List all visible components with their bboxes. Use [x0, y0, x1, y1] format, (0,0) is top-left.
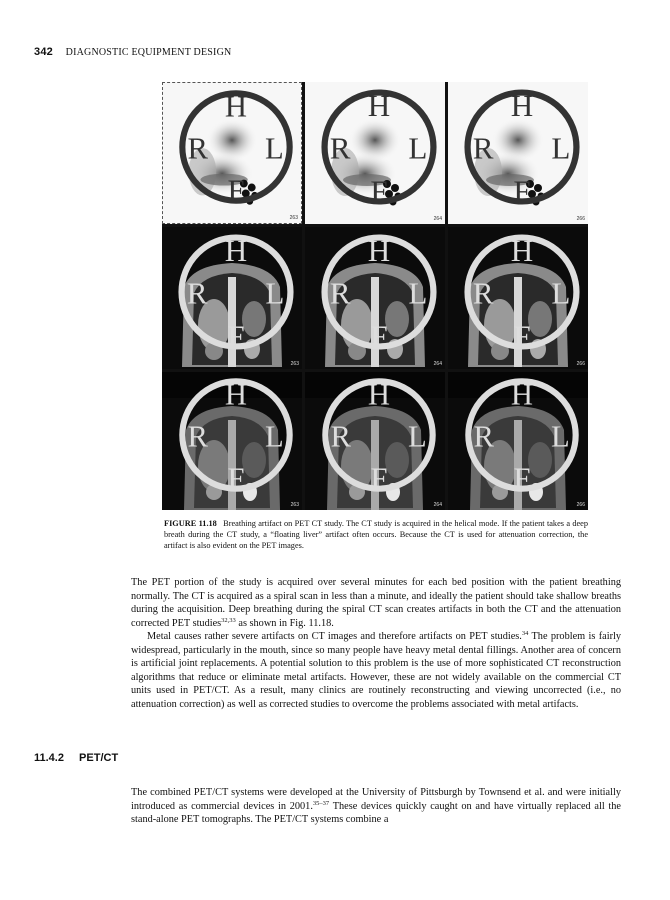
svg-text:R: R	[329, 130, 351, 166]
section-title: PET/CT	[79, 752, 119, 764]
pet-image-3	[448, 82, 588, 224]
svg-text:F: F	[370, 173, 388, 209]
svg-text:H: H	[367, 232, 391, 268]
svg-text:L: L	[407, 419, 427, 454]
svg-text:L: L	[550, 419, 570, 454]
svg-text:L: L	[408, 130, 428, 166]
orient-label-bottom: F	[227, 173, 245, 208]
svg-text:R: R	[186, 275, 208, 311]
slice-number: 263	[290, 361, 299, 367]
fused-image-2	[305, 372, 445, 510]
svg-text:L: L	[551, 275, 571, 311]
reference-superscript: 35–37	[312, 799, 330, 807]
orientation-cross-icon	[167, 82, 302, 217]
orient-label-right: L	[264, 131, 284, 166]
reference-superscript: 34	[521, 630, 529, 637]
svg-text:R: R	[472, 275, 494, 311]
svg-text:F: F	[227, 461, 245, 496]
paragraph-metal: Metal causes rather severe artifacts on CT images and therefore artifacts on PET studies.$^{34}$ The problem is fairly widespread, particularly in the mouth, since so many people have heavy metal dental fillings. Another area of concern is artificial joint replacements. A potential solution to this problem is the use of more sophisticated CT reconstruction algorithms that reduce or eliminate metal artifacts. However, these are not widely available on the commercial CT units used in PET/CT. As a result, many clinics are routinely reconstructing and viewing uncorrected (i.e., no attenuation correction) as well as corrected studies to overcome the problems associated with metal artifacts.	[131, 630, 622, 710]
running-head	[34, 46, 231, 58]
svg-text:L: L	[551, 130, 571, 166]
paragraph-petct: The combined PET/CT systems were developed at the University of Pittsburgh by Townsend et al. and were initially introduced as commercial devices in 2001.$^{35-37}$ These devices quickly caught on and have virtually replaced all the stand-alone PET tomographs. The PET/CT systems combine a	[131, 787, 621, 825]
ct-image-2	[305, 227, 445, 369]
svg-text:H: H	[224, 232, 248, 268]
page-number: 342	[34, 46, 53, 58]
slice-number: 264	[433, 502, 442, 508]
svg-text:F: F	[513, 173, 531, 209]
svg-text:L: L	[408, 275, 428, 311]
figure-label: FIGURE 11.18	[164, 519, 217, 528]
svg-text:H: H	[510, 232, 534, 268]
section-heading	[34, 752, 118, 764]
ct-image-1	[162, 227, 302, 369]
caption-text: Breathing artifact on PET CT study. The CT study is acquired in the helical mode. If the patient takes a deep breath during the CT study, a “floating liver” artifact often occurs. Because the CT is used for attenuation correction, the artifact is also evident on the PET images.	[164, 519, 588, 550]
svg-text:F: F	[513, 461, 531, 496]
svg-text:R: R	[472, 130, 494, 166]
svg-text:F: F	[370, 318, 388, 354]
figure-11-18	[162, 82, 588, 510]
section-number: 11.4.2	[34, 752, 64, 764]
paragraph-breathing: The PET portion of the study is acquired over several minutes for each bed position with the patient breathing normally. The CT is acquired as a spiral scan in less than a minute, and ideally the patient should take shallow breaths during the acquisition. Deep breathing during the spiral CT scan creates artifacts in both the CT and the attenuation corrected PET studies$^{32,33}$ as shown in Fig. 11.18.	[131, 577, 621, 629]
orientation-cross-icon	[452, 227, 588, 363]
slice-number: 266	[576, 502, 585, 508]
orientation-cross-icon	[309, 372, 445, 504]
svg-text:H: H	[224, 377, 248, 412]
svg-text:F: F	[370, 461, 388, 496]
svg-text:H: H	[367, 87, 391, 123]
svg-text:R: R	[329, 275, 351, 311]
svg-text:F: F	[227, 318, 245, 354]
orientation-cross-icon	[452, 82, 588, 218]
fused-image-1	[162, 372, 302, 510]
slice-number: 266	[576, 361, 585, 367]
svg-text:H: H	[510, 377, 534, 412]
orientation-cross-icon	[166, 372, 302, 504]
svg-text:F: F	[513, 318, 531, 354]
svg-text:R: R	[330, 419, 351, 454]
slice-number: 263	[290, 502, 299, 508]
body-paragraphs	[131, 576, 621, 711]
orient-label-left: R	[187, 131, 208, 166]
fused-image-3	[448, 372, 588, 510]
svg-text:L: L	[264, 419, 284, 454]
reference-superscript: 32,33	[221, 616, 236, 624]
figure-caption	[164, 518, 588, 551]
slice-number: 266	[576, 216, 585, 222]
orientation-cross-icon	[309, 227, 445, 363]
body-paragraph-petct	[131, 786, 621, 827]
svg-text:H: H	[510, 87, 534, 123]
svg-text:R: R	[473, 419, 494, 454]
slice-number: 264	[433, 216, 442, 222]
svg-text:R: R	[187, 419, 208, 454]
slice-number: 264	[433, 361, 442, 367]
slice-number: 263	[289, 215, 298, 221]
pet-image-1	[162, 82, 302, 224]
svg-text:H: H	[367, 377, 391, 412]
orientation-cross-icon	[452, 372, 588, 504]
orientation-cross-icon	[166, 227, 302, 363]
running-title: DIAGNOSTIC EQUIPMENT DESIGN	[65, 47, 232, 58]
pet-image-2	[305, 82, 445, 224]
orientation-cross-icon	[309, 82, 445, 218]
orient-label-top: H	[224, 89, 248, 124]
svg-text:L: L	[265, 275, 285, 311]
ct-image-3	[448, 227, 588, 369]
